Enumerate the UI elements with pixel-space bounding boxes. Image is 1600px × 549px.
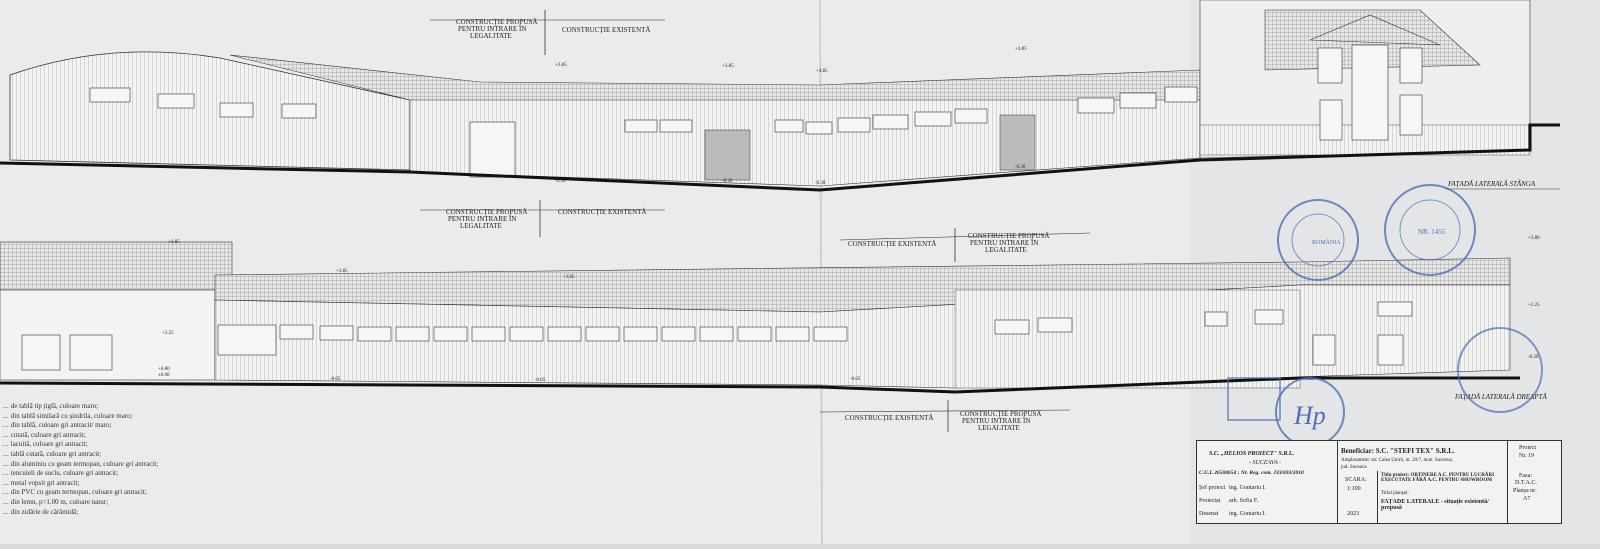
drawing-label: -0.20 <box>1528 355 1539 360</box>
drawing-label: … din tablă, culoare gri antracit/ maro; <box>2 421 112 430</box>
drawing-label: -0.30 <box>722 179 733 184</box>
drawing-label: CONSTRUCȚIE PROPUSĂ <box>446 208 528 216</box>
drawing-label: … din aluminiu cu geam termopan, culoare gri antracit; <box>2 459 159 468</box>
stamp-text: ROMÂNIA <box>1312 240 1341 246</box>
drawing-label: +2.25 <box>1528 303 1540 308</box>
drawing-label: … tencuieli de soclu, culoare gri antracit; <box>2 469 119 478</box>
drawing-label: +3.85 <box>336 269 348 274</box>
title-block <box>1196 440 1562 524</box>
drawing-label: PENTRU INTRARE ÎN <box>448 215 517 223</box>
drawing-label: -0.30 <box>555 179 566 184</box>
drawing-label: PENTRU INTRARE ÎN <box>962 417 1031 425</box>
drawing-label: … din zidărie de cărămidă; <box>2 507 79 516</box>
drawing-label: ing. Gontariu I. <box>1229 511 1266 517</box>
drawing-label: Faza: <box>1519 473 1532 479</box>
drawing-label: LEGALITATE <box>985 246 1027 254</box>
drawing-label: CONSTRUCȚIE EXISTENTĂ <box>848 240 937 248</box>
drawing-label: PENTRU INTRARE ÎN <box>458 25 527 33</box>
drawing-label: -0.05 <box>850 377 861 382</box>
stamp-logo: Hp <box>1294 401 1326 430</box>
drawing-label: -0.30 <box>815 181 826 186</box>
drawing-label: CONSTRUCȚIE PROPUSĂ <box>968 232 1050 240</box>
drawing-label: … cutată, culoare gri antracit; <box>2 430 86 439</box>
drawing-label: -0.05 <box>535 378 546 383</box>
stamp-text: NR. 1455 <box>1418 228 1446 236</box>
drawing-label: +3.85 <box>563 275 575 280</box>
drawing-label: LEGALITATE <box>978 424 1020 432</box>
drawing-label: 2023 <box>1347 511 1359 517</box>
drawing-label: LEGALITATE <box>470 32 512 40</box>
drawing-label: Planșa nr: <box>1513 488 1537 494</box>
drawing-label: … tablă cutată, culoare gri antracit; <box>2 449 102 458</box>
facade-right-title: FAȚADĂ LATERALĂ DREAPTĂ <box>1455 393 1547 401</box>
drawing-label: +3.85 <box>722 64 734 69</box>
drawing-label: +3.85 <box>816 69 828 74</box>
drawing-label: D.T.A.C. <box>1515 480 1537 486</box>
drawing-label: PENTRU INTRARE ÎN <box>970 239 1039 247</box>
drawing-label: +2.25 <box>162 331 174 336</box>
drawing-label: Beneficiar: S.C. "STEFI TEX" S.R.L. <box>1341 447 1455 455</box>
drawing-label: +0.80 <box>158 367 170 372</box>
drawing-label: Amplasament: str. Calea Unirii, nr. 20/7, mun. Suceava, <box>1341 458 1453 463</box>
drawing-label: Titlul planșei: <box>1381 491 1409 496</box>
drawing-label: Șef proiect <box>1199 485 1226 491</box>
drawing-label: … din PVC cu geam termopan, culoare gri antracit; <box>2 488 147 497</box>
drawing-label: CONSTRUCȚIE EXISTENTĂ <box>845 414 934 422</box>
drawing-label: - SUCEAVA - <box>1249 460 1282 466</box>
drawing-label: … de tablă tip țiglă, culoare maro; <box>2 402 99 410</box>
drawing-label: Proiectat <box>1199 498 1221 504</box>
drawing-label: +3.85 <box>1015 47 1027 52</box>
drawing-label: +3.85 <box>555 63 567 68</box>
drawing-label: Titlu proiect: OBȚINERE A.C. PENTRU LUCRĂRI EXECUTATE FĂRĂ A.C. PENTRU SHOWROOM <box>1381 473 1495 483</box>
drawing-label: CONSTRUCȚIE PROPUSĂ <box>960 410 1042 418</box>
drawing-label: C.U.I. 26508654 ; Nr. Reg. com. J33/693/2010 <box>1199 470 1304 476</box>
drawing-label: … din tablă similară cu șindrila, culoare maro; <box>2 411 133 420</box>
legend <box>2 402 158 517</box>
drawing-label: -0.30 <box>1015 165 1026 170</box>
facade-left-title: FAȚADĂ LATERALĂ STÂNGA <box>1448 180 1536 188</box>
drawing-label: CONSTRUCȚIE EXISTENTĂ <box>562 26 651 34</box>
drawing-label: -0.05 <box>330 377 341 382</box>
drawing-label: Nr. 19 <box>1519 453 1534 459</box>
drawing-label: CONSTRUCȚIE EXISTENTĂ <box>558 208 647 216</box>
drawing-label: Proiect <box>1519 445 1536 451</box>
drawing-label: +3.85 <box>168 240 180 245</box>
drawing-label: … lacuită, culoare gri antracit; <box>2 440 88 449</box>
drawing-label: S.C. „HELIOS PROIECT" S.R.L. <box>1209 451 1295 457</box>
drawing-label: A7 <box>1523 496 1531 502</box>
drawing-label: … metal vopsit gri antracit; <box>2 478 80 487</box>
drawing-label: +3.80 <box>1528 236 1540 241</box>
drawing-label: SCARA: <box>1345 477 1367 483</box>
drawing-label: FAȚADE LATERALE - situație existentă/ propusă <box>1381 499 1489 511</box>
drawing-label: Desenat <box>1199 511 1219 517</box>
drawing-label: CONSTRUCȚIE PROPUSĂ <box>456 18 538 26</box>
drawing-label: 1:100 <box>1347 486 1361 492</box>
drawing-label: … din lemn, p=1.00 m, culoare natur; <box>2 497 109 506</box>
drawing-label: ±0.00 <box>158 373 170 378</box>
drawing-label: ing. Gontariu I. <box>1229 485 1266 491</box>
drawing-label: arh. Sofia F. <box>1229 498 1259 504</box>
drawing-label: jud. Suceava <box>1341 465 1367 470</box>
drawing-label: LEGALITATE <box>460 222 502 230</box>
